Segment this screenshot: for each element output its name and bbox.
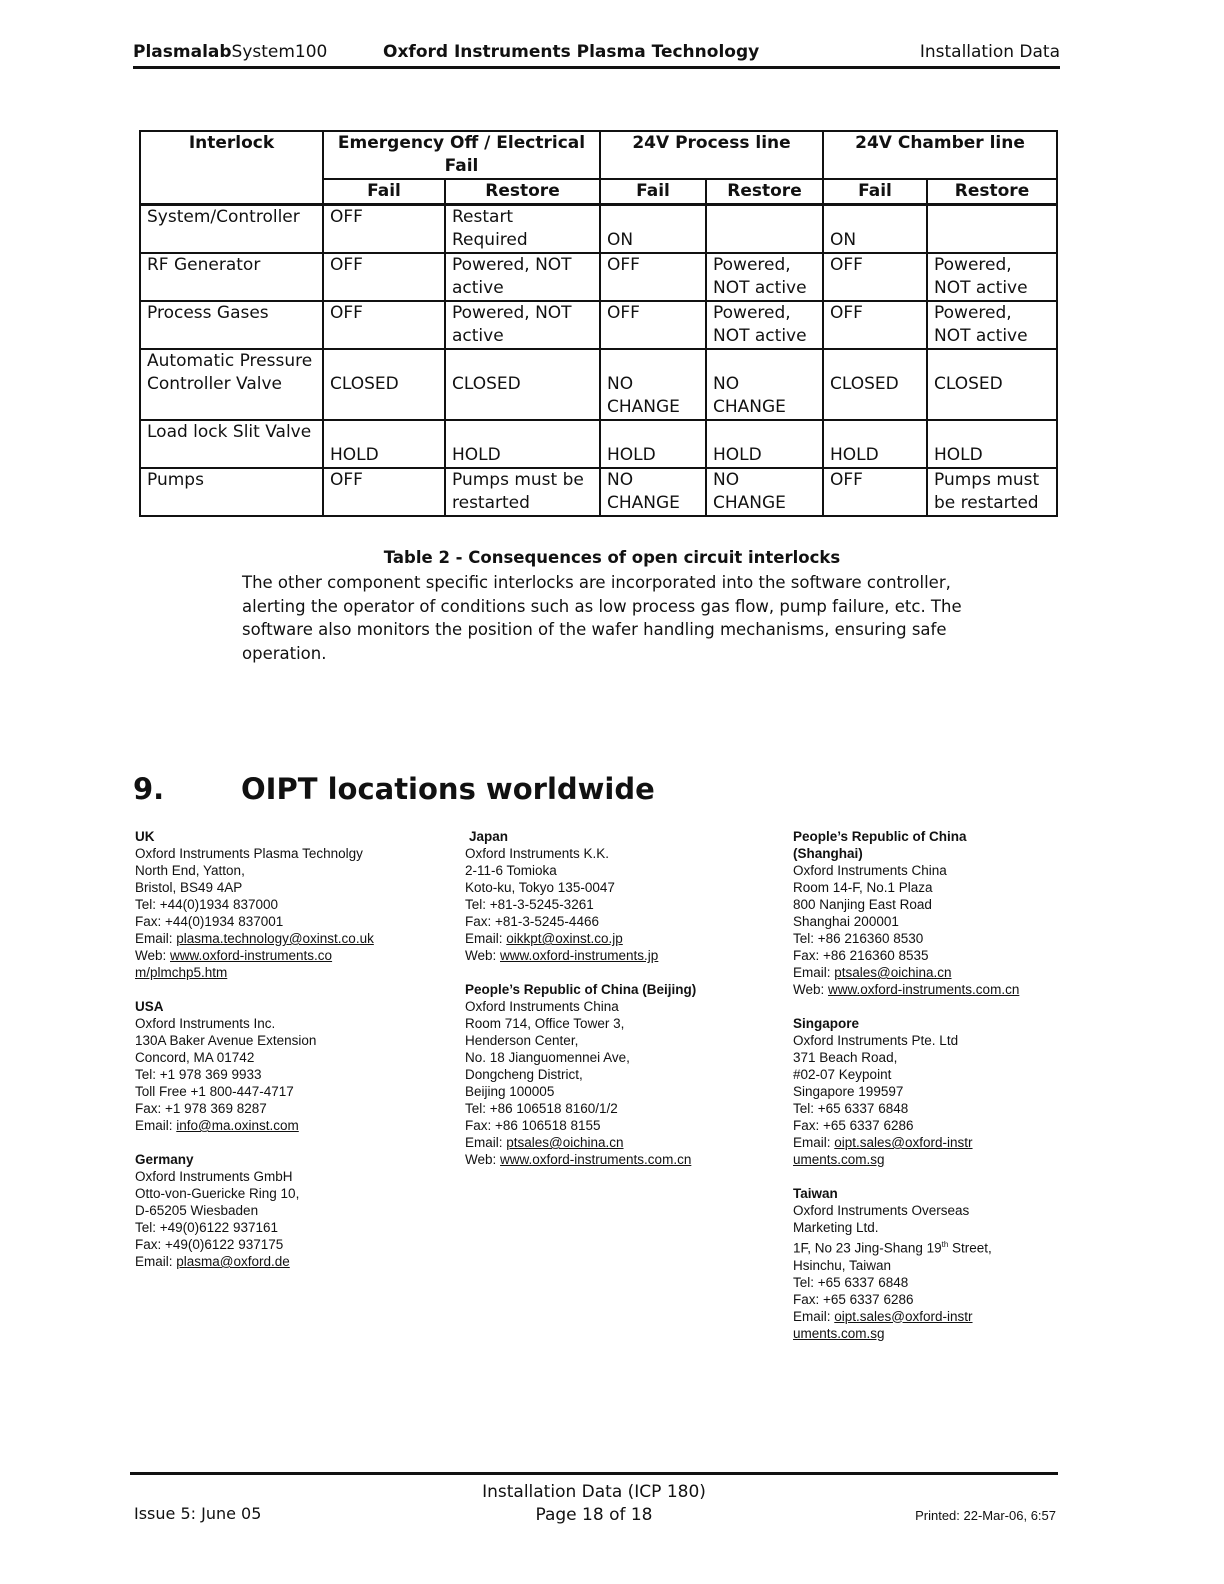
office-name: Singapore [793, 1016, 860, 1031]
email-label: Email: [793, 965, 835, 980]
cell-value: HOLD [823, 420, 927, 468]
office-name: Germany [135, 1152, 194, 1167]
cell-value: Powered, NOT active [706, 253, 823, 301]
office-line: D-65205 Wiesbaden [135, 1203, 259, 1218]
email-label: Email: [135, 1254, 177, 1269]
email-label: Email: [135, 931, 177, 946]
office-line: Henderson Center, [465, 1033, 579, 1048]
cell-interlock: Load lock Slit Valve [140, 420, 323, 468]
web-label: Web: [135, 948, 171, 963]
office-line: Koto-ku, Tokyo 135-0047 [465, 880, 615, 895]
email-label: Email: [465, 1135, 507, 1150]
office-street [793, 1236, 1063, 1257]
office-email [793, 964, 1063, 981]
cell-value: NO CHANGE [706, 468, 823, 516]
email-link[interactable]: ptsales@oichina.cn [834, 965, 952, 980]
cell-value: NO CHANGE [600, 468, 706, 516]
offices-column-3 [793, 828, 1063, 1359]
email-link[interactable]: oikkpt@oxinst.co.jp [506, 931, 623, 946]
office-phone: Tel: +49(0)6122 937161 [135, 1220, 278, 1235]
office-name: People’s Republic of China (Shanghai) [793, 829, 967, 861]
footer-rule [130, 1472, 1058, 1475]
office-line: Marketing Ltd. [793, 1220, 879, 1235]
office-germany [135, 1151, 455, 1270]
offices-column-2 [465, 828, 765, 1185]
cell-value: HOLD [927, 420, 1057, 468]
web-label: Web: [793, 982, 829, 997]
section-title: OIPT locations worldwide [241, 772, 655, 806]
office-line: Oxford Instruments Pte. Ltd [793, 1033, 959, 1048]
cell-value: CLOSED [927, 349, 1057, 420]
office-line: Hsinchu, Taiwan [793, 1257, 892, 1273]
cell-value: OFF [823, 468, 927, 516]
office-line: Oxford Instruments China [465, 999, 619, 1014]
product-name-rest: System100 [231, 42, 328, 62]
office-tollfree: Toll Free +1 800-447-4717 [135, 1084, 294, 1099]
office-singapore [793, 1015, 1063, 1168]
office-phone: Tel: +86 216360 8530 [793, 931, 924, 946]
office-web [465, 947, 765, 964]
email-label: Email: [135, 1118, 177, 1133]
office-phone: Tel: +86 106518 8160/1/2 [465, 1101, 618, 1116]
office-line: 800 Nanjing East Road [793, 897, 932, 912]
office-line: Otto-von-Guericke Ring 10, [135, 1186, 300, 1201]
web-label: Web: [465, 948, 501, 963]
section-number: 9. [133, 772, 165, 806]
cell-interlock: Automatic Pressure Controller Valve [140, 349, 323, 420]
header-rule [133, 66, 1060, 69]
page-header [133, 40, 1060, 68]
cell-interlock: System/Controller [140, 205, 323, 254]
office-name: UK [135, 829, 155, 844]
table-row [140, 349, 1057, 420]
office-fax: Fax: +86 106518 8155 [465, 1118, 601, 1133]
office-line: Oxford Instruments Inc. [135, 1016, 276, 1031]
product-name [133, 42, 327, 62]
street-text: Street, [948, 1240, 992, 1256]
office-line: No. 18 Jianguomennei Ave, [465, 1050, 630, 1065]
web-label: Web: [465, 1152, 501, 1167]
cell-value: Pumps must be restarted [927, 468, 1057, 516]
office-line: #02-07 Keypoint [793, 1067, 892, 1082]
offices-column-1 [135, 828, 455, 1287]
office-phone: Tel: +65 6337 6848 [793, 1101, 909, 1116]
office-line: 130A Baker Avenue Extension [135, 1033, 317, 1048]
office-fax: Fax: +44(0)1934 837001 [135, 914, 284, 929]
office-line: Oxford Instruments Plasma Technolgy [135, 846, 363, 861]
office-fax: Fax: +81-3-5245-4466 [465, 914, 599, 929]
office-line: Oxford Instruments GmbH [135, 1169, 293, 1184]
cell-value: OFF [323, 205, 445, 254]
cell-value: Powered, NOT active [927, 253, 1057, 301]
office-phone: Tel: +65 6337 6848 [793, 1274, 909, 1290]
cell-value: ON [600, 205, 706, 254]
product-name-bold: Plasmalab [133, 42, 232, 62]
office-fax: Fax: +65 6337 6286 [793, 1291, 914, 1307]
sub-header-fail: Fail [323, 179, 445, 205]
office-line: 371 Beach Road, [793, 1050, 898, 1065]
email-link[interactable]: plasma@oxford.de [176, 1254, 290, 1269]
web-link[interactable]: www.oxford-instruments.jp [500, 948, 659, 963]
email-link[interactable]: ptsales@oichina.cn [506, 1135, 624, 1150]
cell-value: OFF [323, 253, 445, 301]
cell-value: CLOSED [323, 349, 445, 420]
company-name: Oxford Instruments Plasma Technology [383, 42, 760, 62]
cell-value: OFF [600, 301, 706, 349]
office-email [135, 930, 455, 947]
column-header-interlock: Interlock [140, 131, 323, 205]
table-row [140, 205, 1057, 254]
office-line: Beijing 100005 [465, 1084, 555, 1099]
office-uk [135, 828, 455, 981]
office-name: Japan [469, 829, 509, 844]
office-name: USA [135, 999, 164, 1014]
office-fax: Fax: +49(0)6122 937175 [135, 1237, 284, 1252]
cell-value: OFF [600, 253, 706, 301]
office-web [793, 981, 1063, 998]
body-paragraph: The other component specific interlocks are incorporated into the software controller, alerting the operator of conditions such as low process gas flow, pump failure, etc. The software also monitors the position of the wafer handling mechanisms, ensuring safe operation. [242, 573, 962, 663]
office-name: People’s Republic of China (Beijing) [465, 982, 697, 997]
office-line: Room 714, Office Tower 3, [465, 1016, 625, 1031]
cell-value: ON [823, 205, 927, 254]
cell-value: Powered, NOT active [706, 301, 823, 349]
footer-printed: Printed: 22-Mar-06, 6:57 [915, 1508, 1056, 1523]
email-link[interactable]: plasma.technology@oxinst.co.uk [176, 931, 374, 946]
office-usa [135, 998, 455, 1134]
office-phone: Tel: +44(0)1934 837000 [135, 897, 278, 912]
office-email [135, 1117, 455, 1134]
cell-interlock: RF Generator [140, 253, 323, 301]
cell-value: OFF [323, 468, 445, 516]
cell-value: NO CHANGE [706, 349, 823, 420]
office-web [465, 1151, 765, 1168]
group-header-process-line: 24V Process line [600, 131, 823, 179]
cell-value [706, 205, 823, 254]
cell-value: HOLD [323, 420, 445, 468]
cell-value: NO CHANGE [600, 349, 706, 420]
office-email [793, 1134, 973, 1168]
email-label: Email: [793, 1135, 835, 1150]
cell-value: HOLD [706, 420, 823, 468]
office-fax: Fax: +65 6337 6286 [793, 1118, 914, 1133]
email-link[interactable]: oipt.sales@oxford-instruments.com.sg [793, 1308, 973, 1341]
office-email [465, 930, 765, 947]
email-label: Email: [793, 1308, 835, 1324]
table-row [140, 420, 1057, 468]
cell-value: Powered, NOT active [445, 253, 600, 301]
office-line: North End, Yatton, [135, 863, 245, 878]
office-email [135, 1253, 455, 1270]
cell-interlock: Pumps [140, 468, 323, 516]
email-link[interactable]: info@ma.oxinst.com [176, 1118, 299, 1133]
office-line: Singapore 199597 [793, 1084, 904, 1099]
office-taiwan [793, 1185, 1063, 1342]
office-line: Shanghai 200001 [793, 914, 899, 929]
table-caption: Table 2 - Consequences of open circuit interlocks [383, 548, 841, 567]
office-line: Oxford Instruments China [793, 863, 947, 878]
sub-header-fail: Fail [600, 179, 706, 205]
cell-value: HOLD [600, 420, 706, 468]
office-email [793, 1308, 973, 1342]
cell-value: HOLD [445, 420, 600, 468]
footer-issue: Issue 5: June 05 [134, 1504, 262, 1523]
cell-value: OFF [823, 301, 927, 349]
cell-interlock: Process Gases [140, 301, 323, 349]
sub-header-restore: Restore [927, 179, 1057, 205]
table-group-header-row [140, 131, 1057, 179]
ordinal-suffix: th [941, 1240, 949, 1249]
office-fax: Fax: +86 216360 8535 [793, 948, 929, 963]
office-line: Oxford Instruments K.K. [465, 846, 610, 861]
table-row [140, 468, 1057, 516]
office-web [135, 947, 335, 981]
table-row [140, 301, 1057, 349]
office-line: Oxford Instruments Overseas [793, 1203, 970, 1218]
email-label: Email: [465, 931, 507, 946]
cell-value: OFF [823, 253, 927, 301]
sub-header-restore: Restore [706, 179, 823, 205]
office-phone: Tel: +1 978 369 9933 [135, 1067, 262, 1082]
web-link[interactable]: www.oxford-instruments.com/plmchp5.htm [135, 948, 333, 980]
office-beijing [465, 981, 765, 1168]
office-line: Dongcheng District, [465, 1067, 583, 1082]
office-email [465, 1134, 765, 1151]
office-japan [465, 828, 765, 964]
office-line: Bristol, BS49 4AP [135, 880, 243, 895]
cell-value: OFF [323, 301, 445, 349]
cell-value: Powered, NOT active [445, 301, 600, 349]
sub-header-fail: Fail [823, 179, 927, 205]
cell-value: Restart Required [445, 205, 600, 254]
office-shanghai [793, 828, 1063, 998]
footer-doc-title: Installation Data (ICP 180) [482, 1482, 706, 1502]
web-link[interactable]: www.oxford-instruments.com.cn [500, 1152, 692, 1167]
email-link[interactable]: oipt.sales@oxford-instruments.com.sg [793, 1135, 973, 1167]
cell-value: Pumps must be restarted [445, 468, 600, 516]
sub-header-restore: Restore [445, 179, 600, 205]
section-heading [133, 772, 655, 806]
interlock-table [139, 130, 1058, 517]
office-line: 2-11-6 Tomioka [465, 863, 557, 878]
table-row [140, 253, 1057, 301]
office-phone: Tel: +81-3-5245-3261 [465, 897, 594, 912]
cell-value: CLOSED [823, 349, 927, 420]
office-name: Taiwan [793, 1186, 838, 1201]
group-header-chamber-line: 24V Chamber line [823, 131, 1057, 179]
web-link[interactable]: www.oxford-instruments.com.cn [828, 982, 1020, 997]
office-fax: Fax: +1 978 369 8287 [135, 1101, 267, 1116]
office-line: Room 14-F, No.1 Plaza [793, 880, 933, 895]
cell-value: CLOSED [445, 349, 600, 420]
office-line: Concord, MA 01742 [135, 1050, 255, 1065]
cell-value: Powered, NOT active [927, 301, 1057, 349]
footer-page-number: Page 18 of 18 [535, 1505, 653, 1525]
group-header-emergency-off: Emergency Off / Electrical Fail [323, 131, 600, 179]
street-text: 1F, No 23 Jing-Shang 19 [793, 1240, 942, 1256]
doc-section: Installation Data [919, 42, 1060, 62]
cell-value [927, 205, 1057, 254]
